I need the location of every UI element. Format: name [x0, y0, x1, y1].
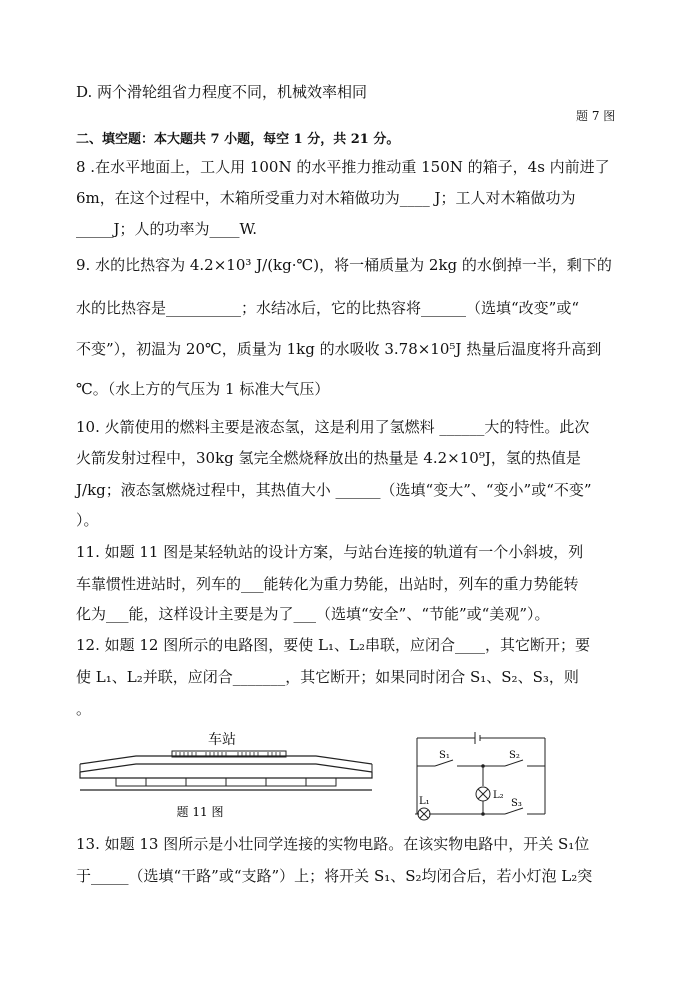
label-s3: S₃ [511, 798, 522, 809]
label-l2: L₂ [493, 790, 504, 801]
q13-line-2: 于_____（选填“干路”或“支路”）上；将开关 S₁、S₂均闭合后，若小灯泡 L₂突 [76, 867, 593, 885]
station-title: 车站 [208, 732, 236, 748]
label-s1: S₁ [439, 750, 450, 761]
q9-line-1: 9. 水的比热容为 4.2×10³ J/(kg·℃)，将一桶质量为 2kg 的水倒掉一半，剩下的 [76, 256, 612, 274]
section-heading: 二、填空题：本大题共 7 小题，每空 1 分，共 21 分。 [76, 132, 400, 147]
q13-line-1: 13. 如题 13 图所示是小壮同学连接的实物电路。在该实物电路中，开关 S₁位 [76, 835, 590, 853]
q12-line-2: 使 L₁、L₂并联，应闭合_______，其它断开；如果同时闭合 S₁、S₂、S₃，则 [76, 668, 579, 686]
figure-11-station [76, 728, 376, 820]
circuit-diagram [405, 726, 555, 822]
label-s2: S₂ [509, 750, 520, 761]
figure-12-circuit [405, 726, 555, 822]
q12-line-3: 。 [76, 700, 92, 718]
q8-line-1: 8 .在水平地面上，工人用 100N 的水平推力推动重 150N 的箱子，4s 内前进了 [76, 158, 610, 176]
label-l1: L₁ [419, 796, 430, 807]
q8-line-3: _____J；人的功率为____W. [76, 220, 258, 238]
q11-line-3: 化为___能，这样设计主要是为了___（选填“安全”、“节能”或“美观”）。 [76, 605, 550, 623]
q10-line-1: 10. 火箭使用的燃料主要是液态氢，这是利用了氢燃料 ______大的特性。此次 [76, 418, 590, 436]
q10-line-2: 火箭发射过程中，30kg 氢完全燃烧释放出的热量是 4.2×10⁹J，氢的热值是 [76, 449, 581, 467]
q11-line-1: 11. 如题 11 图是某轻轨站的设计方案，与站台连接的轨道有一个小斜坡，列 [76, 543, 584, 561]
q12-line-1: 12. 如题 12 图所示的电路图，要使 L₁、L₂串联，应闭合____，其它断开；要 [76, 636, 590, 654]
figure-7-caption: 题 7 图 [576, 109, 616, 123]
q9-line-3: 不变”），初温为 20℃，质量为 1kg 的水吸收 3.78×10⁵J 热量后温度将升高到 [76, 340, 602, 358]
q9-line-2: 水的比热容是__________；水结冰后，它的比热容将______（选填“改变”或“ [76, 299, 580, 317]
option-d-line: D. 两个滑轮组省力程度不同，机械效率相同 [76, 83, 368, 101]
q9-line-4: ℃。（水上方的气压为 1 标准大气压） [76, 380, 330, 398]
q11-line-2: 车靠惯性进站时，列车的___能转化为重力势能，出站时，列车的重力势能转 [76, 575, 579, 593]
station-diagram [76, 728, 376, 820]
figure-11-caption: 题 11 图 [176, 805, 224, 819]
q8-line-2: 6m，在这个过程中，木箱所受重力对木箱做功为____ J；工人对木箱做功为 [76, 189, 576, 207]
q10-line-3: J/kg；液态氢燃烧过程中，其热值大小 ______（选填“变大”、“变小”或“不变” [76, 481, 592, 499]
q10-line-4: ）。 [76, 511, 99, 529]
